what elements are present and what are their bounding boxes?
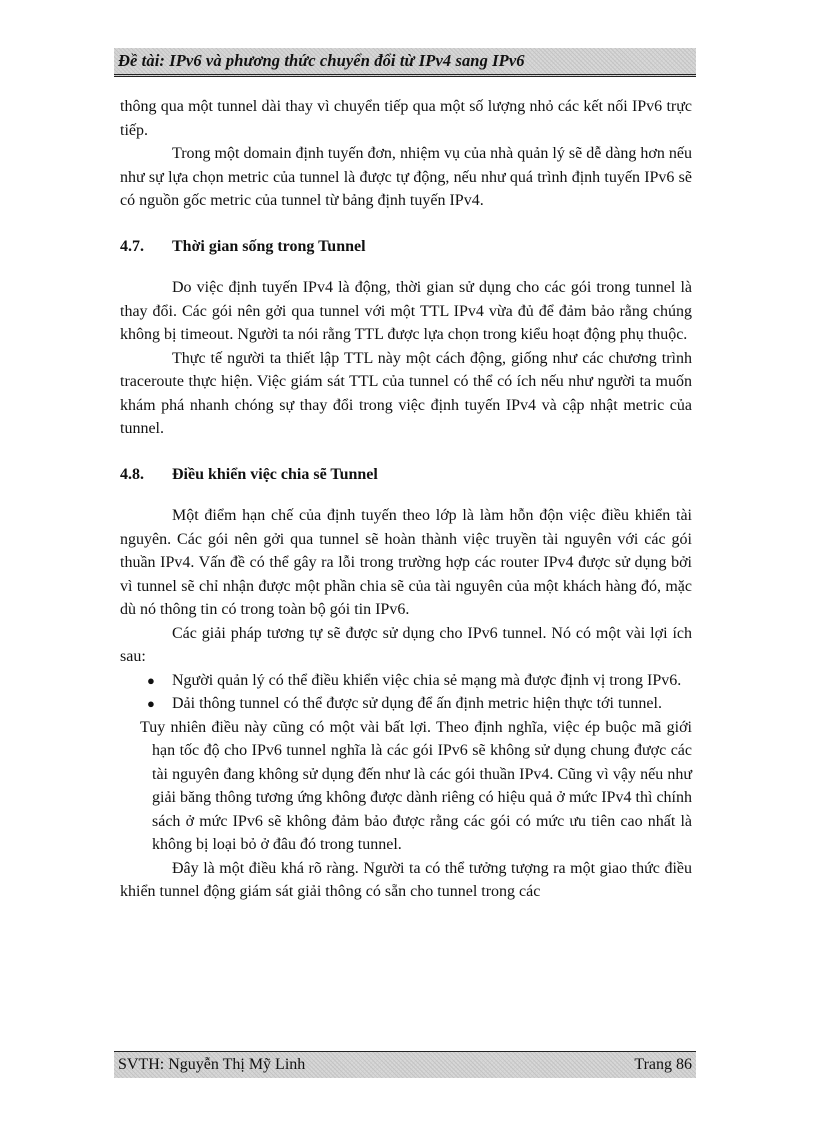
page-label: Trang [634,1056,672,1073]
list-item-text: Người quản lý có thể điều khiển việc chia sẻ mạng mà được định vị trong IPv6. [172,671,682,689]
section-heading-4-7 [120,235,692,259]
paragraph: Thực tế người ta thiết lập TTL này một cách động, giống như các chương trình traceroute thực hiện. Việc giám sát TTL của tunnel có thể có ích nếu như người ta muốn khám phá nhanh chóng sự thay đổi trong việc định tuyến IPv4 và cập nhật metric của tunnel. [120,349,692,437]
paragraph: Các giải pháp tương tự sẽ được sử dụng cho IPv6 tunnel. Nó có một vài lợi ích sau: [120,624,692,665]
paragraph: Tuy nhiên điều này cũng có một vài bất lợi. Theo định nghĩa, việc ép buộc mã giới hạn tốc độ cho IPv6 tunnel nghĩa là các gói IPv6 sẽ không sử dụng chung được các tài nguyên đang không sử dụng đến như là các gói thuần IPv4. Cũng vì vậy nếu như giải băng thông tương ứng không được dành riêng có hiệu quả ở mức IPv4 thì chính sách ở mức IPv6 sẽ không đảm bảo được rằng các gói có mức ưu tiên cao nhất là không bị loại bỏ ở đâu đó trong tunnel. [140,718,692,853]
bullet-list [120,669,692,716]
paragraph: Một điểm hạn chế của định tuyến theo lớp là làm hỗn độn việc điều khiển tài nguyên. Các gói nên gởi qua tunnel sẽ hoàn thành việc truyền tài nguyên với các gói thuần IPv4. Vấn đề có thể gây ra lỗi trong trường hợp các router IPv4 được sử dụng bởi vì tunnel sẽ chỉ nhận được một phần chia sẽ của tài nguyên của một khách hàng đó, mặc dù nó thông tin có trong toàn bộ gói tin IPv6. [120,507,692,618]
bullet-icon: ● [147,672,155,688]
section-title: Thời gian sống trong Tunnel [172,237,366,255]
list-item [147,692,692,716]
section-number: 4.7. [120,237,144,255]
paragraph: thông qua một tunnel dài thay vì chuyển tiếp qua một số lượng nhỏ các kết nối IPv6 trực tiếp. [120,98,692,139]
section-heading-4-8 [120,463,692,487]
page-number [634,1056,692,1074]
paragraph: Trong một domain định tuyến đơn, nhiệm vụ của nhà quản lý sẽ dễ dàng hơn nếu như sự lựa chọn metric của tunnel là được tự động, nếu như quá trình định tuyến IPv6 sẽ có nguồn gốc metric của tunnel từ bảng định tuyến IPv4. [120,145,692,209]
page-footer [114,1051,696,1078]
paragraph: Do việc định tuyến IPv4 là động, thời gian sử dụng cho các gói trong tunnel là thay đổi. Các gói nên gởi qua tunnel với một TTL IPv4 vừa đủ để đảm bảo rằng chúng không bị timeout. Người ta nói rằng TTL được lựa chọn trong kiểu hoạt động phụ thuộc. [120,279,692,343]
section-title: Điều khiển việc chia sẽ Tunnel [172,465,378,483]
header-title: Đề tài: IPv6 và phương thức chuyển đổi từ IPv4 sang IPv6 [118,51,525,70]
paragraph: Đây là một điều khá rõ ràng. Người ta có thể tưởng tượng ra một giao thức điều khiển tunnel động giám sát giải thông có sẵn cho tunnel trong các [120,859,692,900]
bullet-icon: ● [147,696,155,711]
list-item [147,669,692,693]
section-number: 4.8. [120,465,144,483]
document-body [120,95,692,904]
footer-author: SVTH: Nguyễn Thị Mỹ Linh [118,1056,306,1073]
page-number-value: 86 [676,1056,692,1073]
page-header [114,48,696,77]
list-item-text: Dải thông tunnel có thể được sử dụng để ấn định metric hiện thực tới tunnel. [172,695,662,712]
